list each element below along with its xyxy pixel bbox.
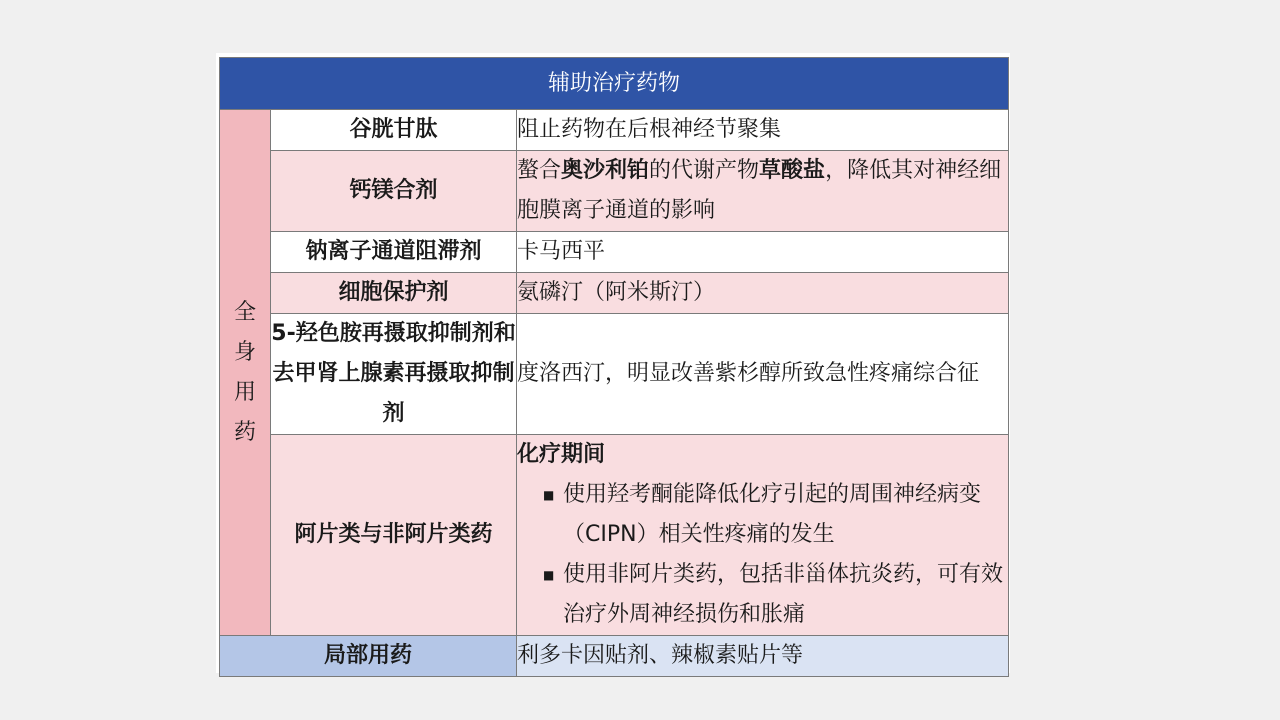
systemic-label-char: 药 — [233, 419, 256, 445]
drug-desc: 螯合奥沙利铂的代谢产物草酸盐，降低其对神经细胞膜离子通道的影响 — [517, 151, 1009, 232]
bullet-heading: 化疗期间 — [517, 442, 606, 467]
square-bullet-icon: ■ — [543, 568, 555, 582]
bullet-item: ■ 使用非阿片类药，包括非甾体抗炎药，可有效治疗外周神经损伤和胀痛 — [517, 555, 1008, 635]
table-row — [220, 314, 1009, 435]
systemic-label — [220, 110, 271, 636]
table-row — [220, 151, 1009, 232]
systemic-label-char: 全 — [233, 299, 256, 325]
bold-term: 奥沙利铂 — [561, 158, 650, 183]
drug-desc: 阻止药物在后根神经节聚集 — [517, 110, 1009, 151]
table-row — [220, 273, 1009, 314]
drug-name: 谷胱甘肽 — [271, 110, 517, 151]
square-bullet-icon: ■ — [543, 488, 555, 502]
table-row — [220, 435, 1009, 636]
bold-term: 草酸盐 — [759, 158, 826, 183]
systemic-label-char: 身 — [233, 339, 256, 365]
table-header-row — [220, 58, 1009, 110]
bullet-item: ■ 使用羟考酮能降低化疗引起的周围神经病变（CIPN）相关性疼痛的发生 — [517, 475, 1008, 555]
drug-name: 钙镁合剂 — [271, 151, 517, 232]
table-title: 辅助治疗药物 — [220, 58, 1009, 110]
drug-desc: 氨磷汀（阿米斯汀） — [517, 273, 1009, 314]
adjuvant-drug-table — [219, 57, 1009, 677]
drug-desc — [517, 435, 1009, 636]
table-row — [220, 636, 1009, 677]
drug-name: 细胞保护剂 — [271, 273, 517, 314]
drug-name: 钠离子通道阻滞剂 — [271, 232, 517, 273]
drug-name: 阿片类与非阿片类药 — [271, 435, 517, 636]
table-row — [220, 110, 1009, 151]
drug-desc: 利多卡因贴剂、辣椒素贴片等 — [517, 636, 1009, 677]
drug-desc: 度洛西汀，明显改善紫杉醇所致急性疼痛综合征 — [517, 314, 1009, 435]
systemic-label-char: 用 — [233, 379, 256, 405]
drug-desc: 卡马西平 — [517, 232, 1009, 273]
table-row — [220, 232, 1009, 273]
drug-name: 5-羟色胺再摄取抑制剂和去甲肾上腺素再摄取抑制剂 — [271, 314, 517, 435]
local-label: 局部用药 — [220, 636, 517, 677]
